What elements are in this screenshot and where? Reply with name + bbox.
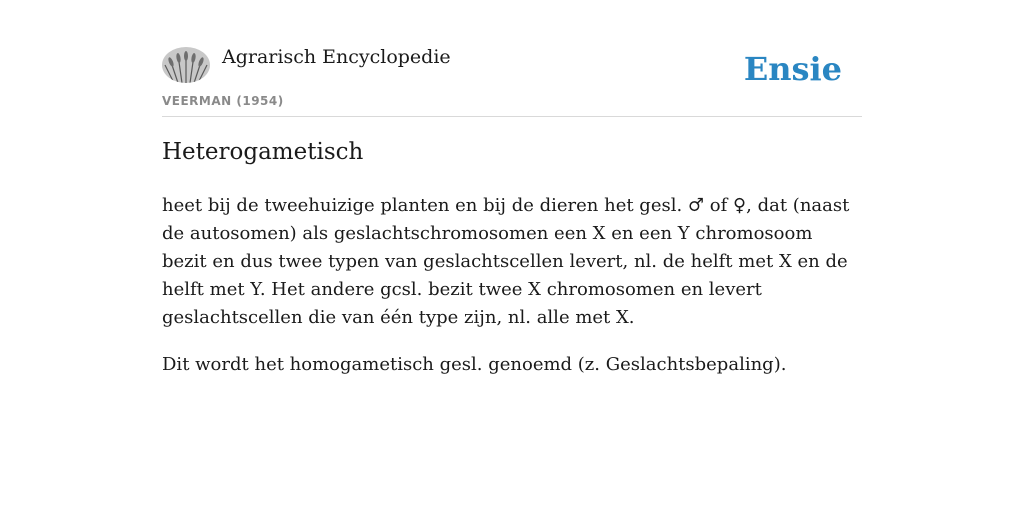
article-paragraph: Dit wordt het homogametisch gesl. genoemd (z. Geslachtsbepaling). <box>162 354 787 375</box>
article-title: Heterogametisch <box>162 139 364 165</box>
site-header <box>162 44 862 117</box>
site-title[interactable]: Agrarisch Encyclopedie <box>222 46 451 68</box>
article-body <box>162 192 862 398</box>
article-paragraph: heet bij de tweehuizige planten en bij de dieren het gesl. ♂ of ♀, dat (naast de autosomen) als geslachtschromosomen een X en een Y chromosoom bezit en dus twee typen van geslachtscellen levert, nl. de helft met X en de helft met Y. Het andere gcsl. bezit twee X chromosomen en levert geslachtscellen die van één type zijn, nl. alle met X. <box>162 195 850 328</box>
source-subtitle: VEERMAN (1954) <box>162 94 284 108</box>
wheat-logo-icon[interactable] <box>162 47 210 83</box>
ensie-brand-logo[interactable]: Ensie <box>743 50 842 88</box>
